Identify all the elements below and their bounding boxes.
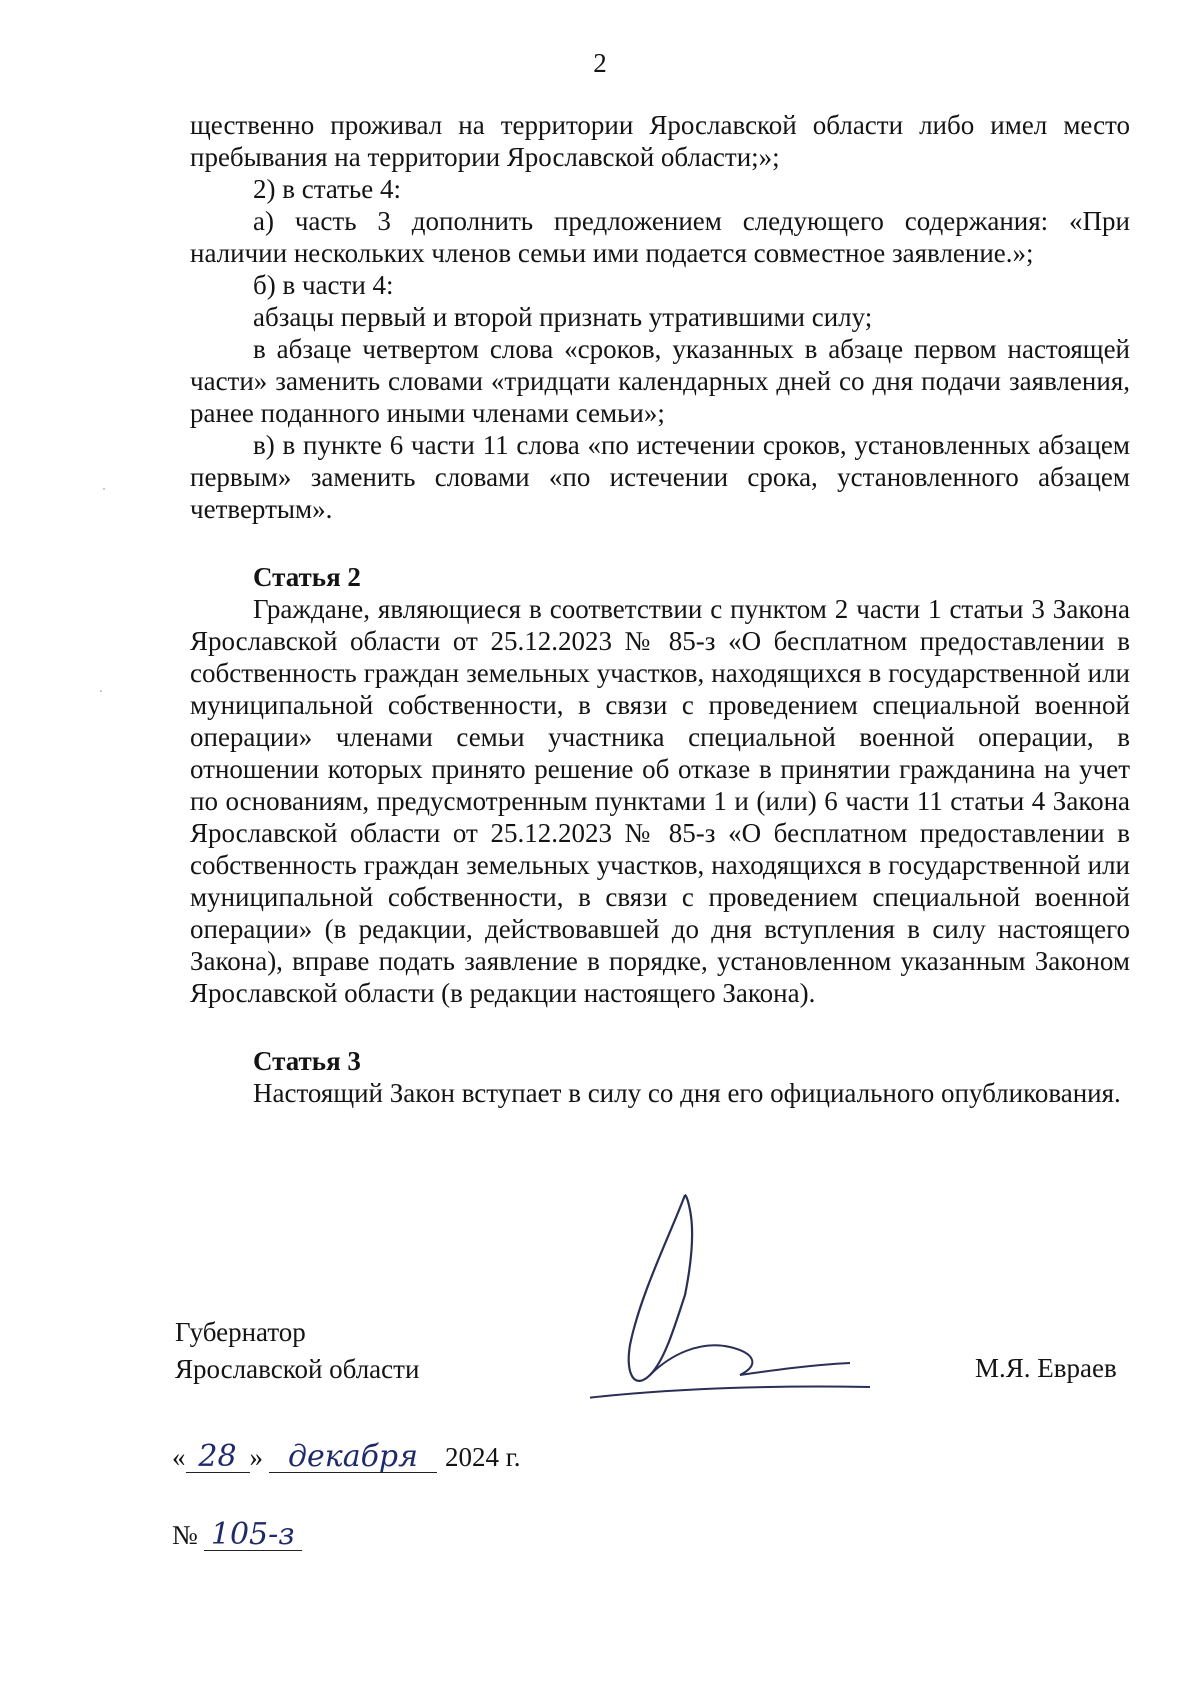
article-2-title: Статья 2 [253,562,361,592]
item-2c: в) в пункте 6 части 11 слова «по истечении сроков, установленных абзацем первым» заменить словами «по истечении срока, установленного абзацем четвертым». [190,430,1130,524]
handwritten-signature [590,1175,970,1415]
law-number [172,1517,302,1552]
date-day: 28 [186,1442,250,1473]
item-2b-1: абзацы первый и второй признать утратившими силу; [253,302,873,332]
law-number-prefix: № [172,1520,198,1550]
date-month: декабря [269,1442,437,1473]
article-2-text: Граждане, являющиеся в соответствии с пунктом 2 части 1 статьи 3 Закона Ярославской области от 25.12.2023 № 85-з «О бесплатном предоставлении в собственность граждан земельных участков, находящихся в государственной или муниципальной собственности, в связи с проведением специальной военной операции» членами семьи участника специальной военной операции, в отношении которых принято решение об отказе в принятии гражданина на учет по основаниям, предусмотренным пунктами 1 и (или) 6 части 11 статьи 4 Закона Ярославской области от 25.12.2023 № 85-з «О бесплатном предоставлении в собственность граждан земельных участков, находящихся в государственной или муниципальной собственности, в связи с проведением специальной военной операции» (в редакции, действовавшей до дня вступления в силу настоящего Закона), вправе подать заявление в порядке, установленном указанным Законом Ярославской области (в редакции настоящего Закона). [190,594,1130,1008]
signatory-position [175,1314,419,1388]
signatory-name: М.Я. Евраев [975,1353,1117,1383]
item-2: 2) в статье 4: [253,174,401,204]
item-2b: б) в части 4: [253,270,394,300]
law-body [190,109,1130,1109]
signing-date [172,1439,521,1474]
article-3-title: Статья 3 [253,1046,361,1076]
signatory-position-line2: Ярославской области [175,1354,420,1384]
intro-paragraph: щественно проживал на территории Ярославской области либо имел место пребывания на территории Ярославской области;»; [190,110,1130,172]
signatory-position-line1: Губернатор [175,1317,306,1347]
date-open-quote: « [172,1442,186,1472]
scan-speck [103,488,105,490]
article-3-text: Настоящий Закон вступает в силу со дня его официального опубликования. [253,1078,1121,1108]
date-year: 2024 г. [445,1442,521,1472]
item-2b-2: в абзаце четвертом слова «сроков, указанных в абзаце первом настоящей части» заменить словами «тридцати календарных дней со дня подачи заявления, ранее поданного иными членами семьи»; [190,334,1130,428]
scan-speck [100,690,102,692]
date-close-quote: » [249,1442,263,1472]
item-2a: а) часть 3 дополнить предложением следующего содержания: «При наличии нескольких членов семьи ими подается совместное заявление.»; [190,206,1130,268]
page-number: 2 [593,48,607,78]
law-number-value: 105-з [204,1520,302,1551]
